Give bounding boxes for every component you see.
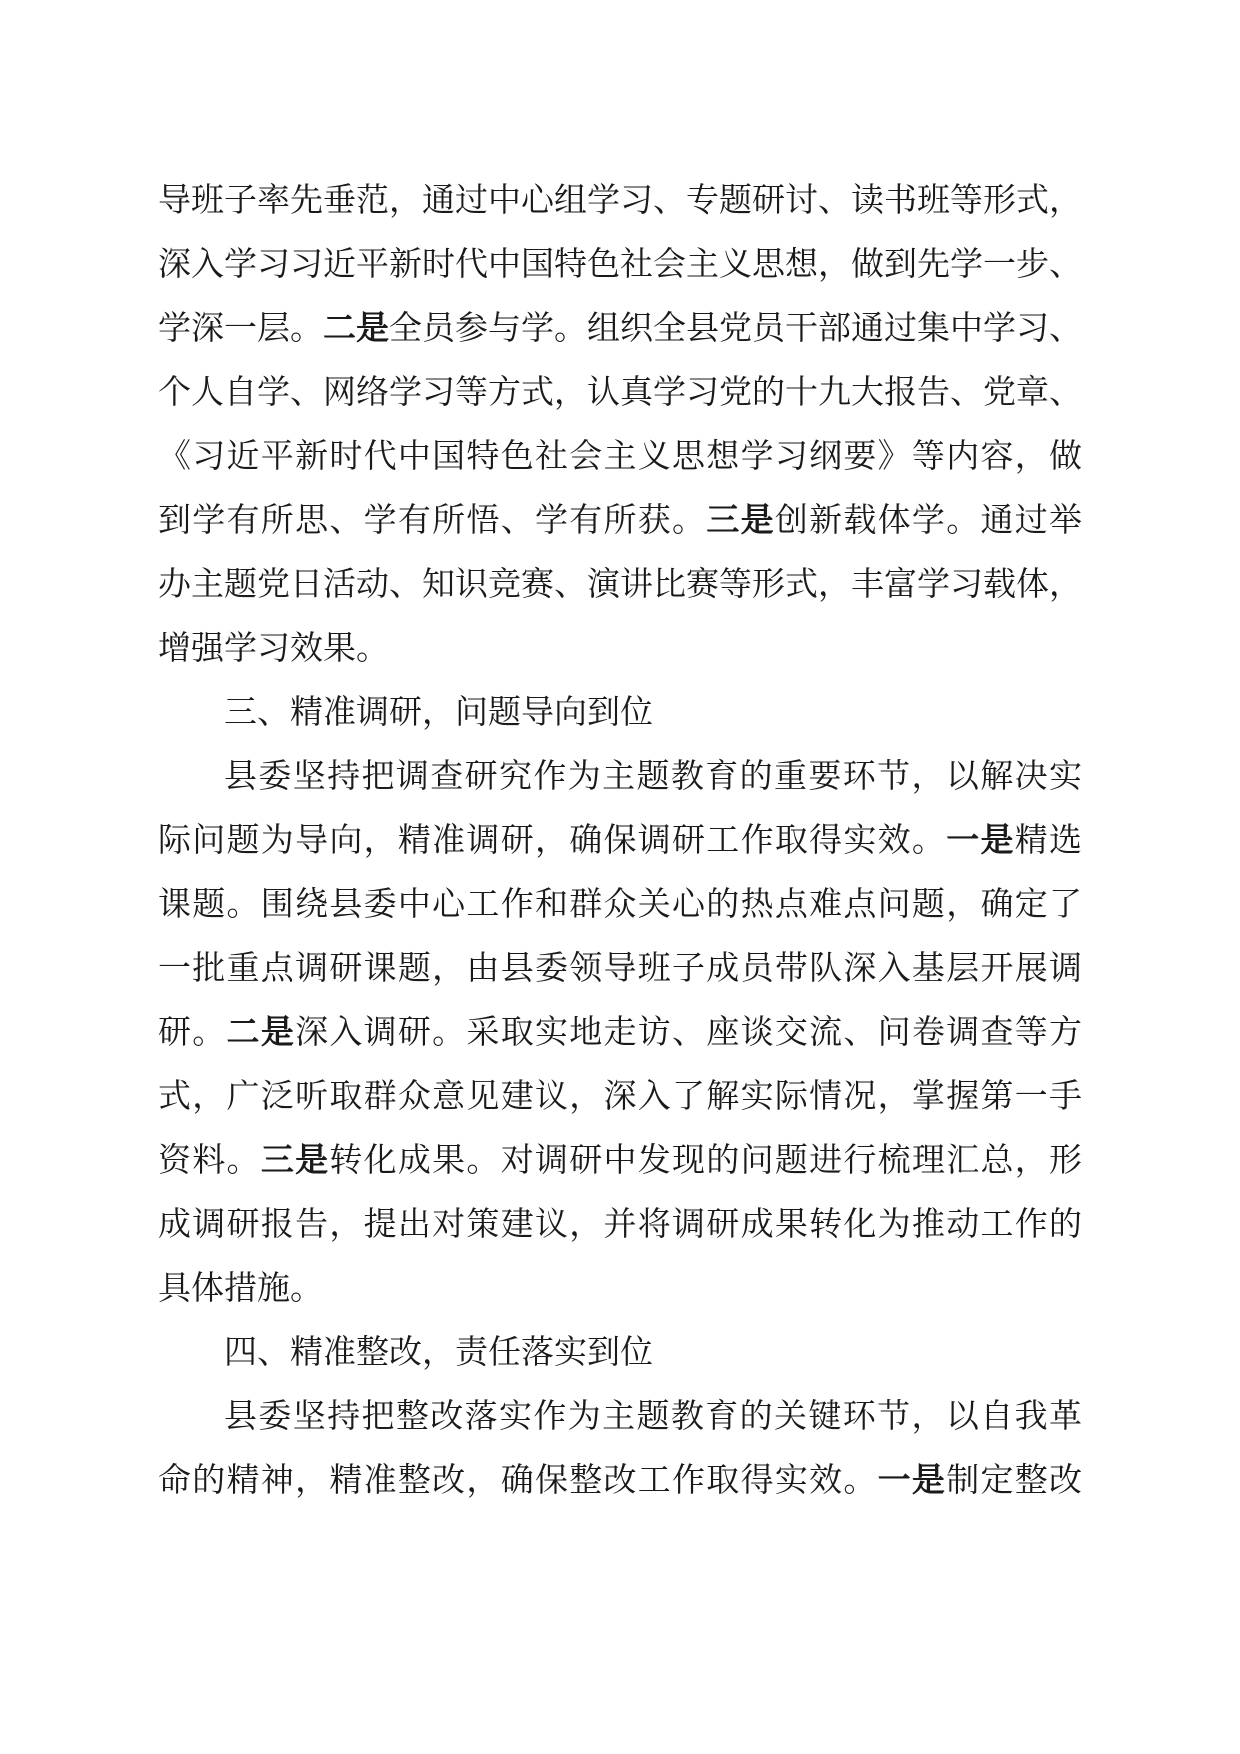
text-line: 增强学习效果。 bbox=[158, 628, 389, 667]
section-heading-3: 三、精准调研，问题导向到位 bbox=[224, 692, 653, 731]
text-line: 课题。围绕县委中心工作和群众关心的热点难点问题，确定了 bbox=[158, 884, 1082, 923]
text-line: 成调研报告，提出对策建议，并将调研成果转化为推动工作的 bbox=[158, 1204, 1082, 1243]
text-line: 资料。三是转化成果。对调研中发现的问题进行梳理汇总，形 bbox=[158, 1140, 1082, 1179]
text-line: 到学有所思、学有所悟、学有所获。三是创新载体学。通过举 bbox=[158, 500, 1082, 539]
text-line: 式，广泛听取群众意见建议，深入了解实际情况，掌握第一手 bbox=[158, 1076, 1082, 1115]
text-line: 研。二是深入调研。采取实地走访、座谈交流、问卷调查等方 bbox=[158, 1012, 1082, 1051]
text-line: 《习近平新时代中国特色社会主义思想学习纲要》等内容，做 bbox=[158, 436, 1082, 475]
bold-marker: 三是 bbox=[706, 500, 775, 539]
bold-marker: 二是 bbox=[226, 1012, 296, 1051]
text-line: 学深一层。二是全员参与学。组织全县党员干部通过集中学习、 bbox=[158, 308, 1082, 347]
bold-marker: 三是 bbox=[260, 1140, 330, 1179]
text-line: 命的精神，精准整改，确保整改工作取得实效。一是制定整改 bbox=[158, 1460, 1082, 1499]
text-line: 际问题为导向，精准调研，确保调研工作取得实效。一是精选 bbox=[158, 820, 1082, 859]
bold-marker: 二是 bbox=[323, 308, 389, 347]
paragraph-start: 县委坚持把调查研究作为主题教育的重要环节，以解决实 bbox=[224, 756, 1082, 795]
section-heading-4: 四、精准整改，责任落实到位 bbox=[224, 1332, 653, 1371]
text-line: 导班子率先垂范，通过中心组学习、专题研讨、读书班等形式， bbox=[158, 180, 1082, 219]
text-line: 个人自学、网络学习等方式，认真学习党的十九大报告、党章、 bbox=[158, 372, 1082, 411]
document-page bbox=[158, 168, 1082, 1512]
bold-marker: 一是 bbox=[946, 820, 1015, 859]
paragraph-start: 县委坚持把整改落实作为主题教育的关键环节，以自我革 bbox=[224, 1396, 1082, 1435]
text-line: 深入学习习近平新时代中国特色社会主义思想，做到先学一步、 bbox=[158, 244, 1082, 283]
text-line: 一批重点调研课题，由县委领导班子成员带队深入基层开展调 bbox=[158, 948, 1082, 987]
bold-marker: 一是 bbox=[877, 1460, 947, 1499]
text-line: 具体措施。 bbox=[158, 1268, 323, 1307]
text-line: 办主题党日活动、知识竞赛、演讲比赛等形式，丰富学习载体， bbox=[158, 564, 1082, 603]
